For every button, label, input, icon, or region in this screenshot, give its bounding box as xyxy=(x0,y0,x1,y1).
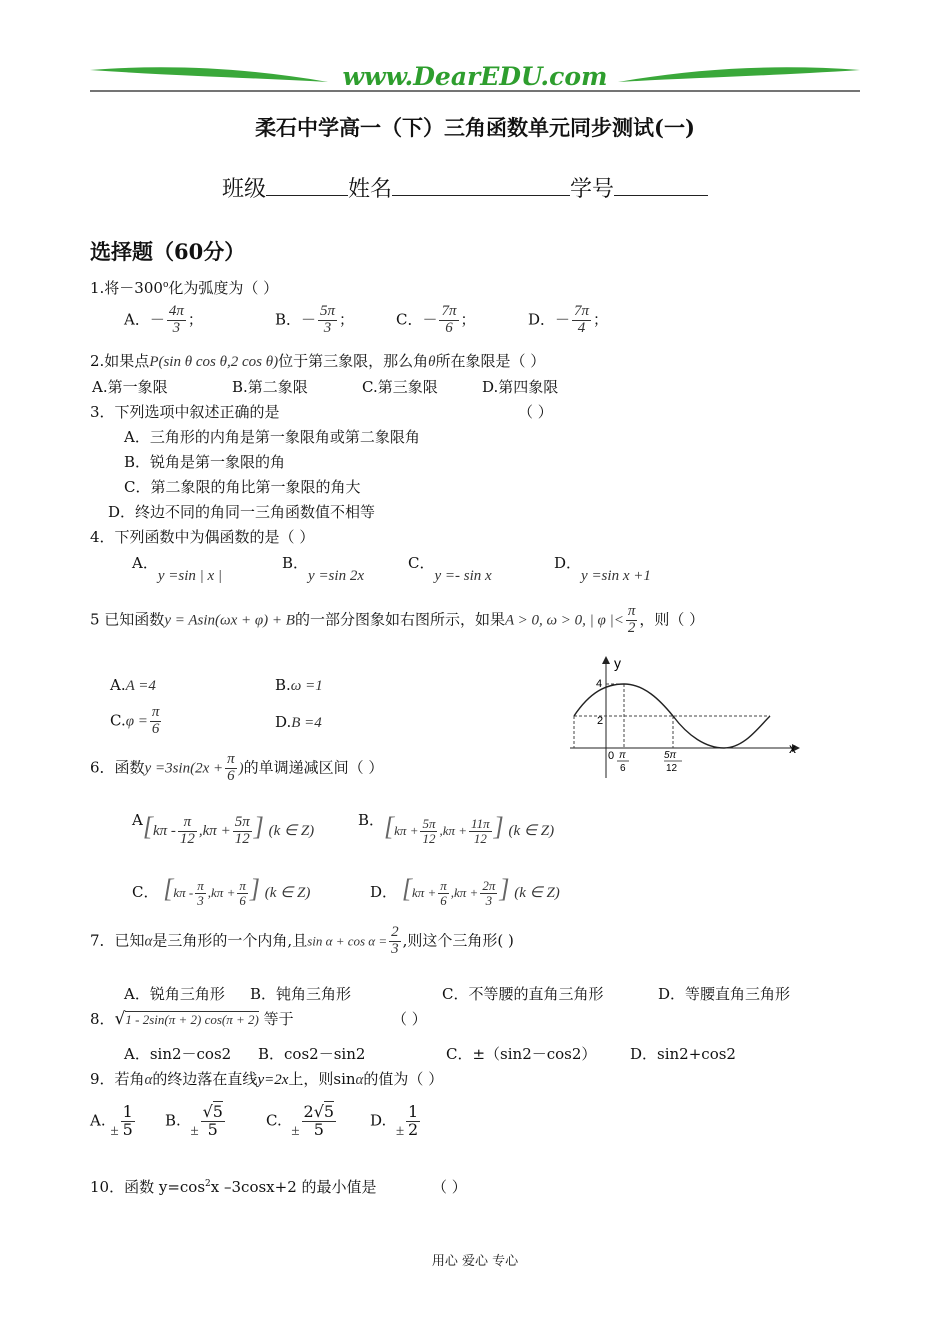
q7-option-a[interactable]: A．锐角三角形 xyxy=(124,985,225,1003)
q1-option-b[interactable]: B．－ $\frac{5\pi}{3}$ ； xyxy=(275,303,355,336)
q3-option-c[interactable]: C．第二象限的角比第一象限的角大 xyxy=(124,478,361,496)
q8-option-b[interactable]: B．cos2－sin2 xyxy=(258,1045,366,1063)
y-tick-4: 4 xyxy=(596,678,603,690)
name-label: 姓名 xyxy=(348,177,393,202)
q6-option-c[interactable]: C． [kπ - $\frac{\pi}{3}$ ,kπ + $\frac{\pi}{6}$ ] (k ∈ Z) xyxy=(132,874,311,908)
q1-option-c[interactable]: C．－ $\frac{7\pi}{6}$ ； xyxy=(396,303,476,336)
q1-option-d[interactable]: D．－ $\frac{7\pi}{4}$ ； xyxy=(528,303,609,336)
class-label: 班级 xyxy=(222,177,267,202)
question-5-stem: 5 已知函数y = Asin(ωx + φ) + B的一部分图象如右图所示，如果A > 0, ω > 0, | φ |< $\frac{\pi}{2}$ ，则（ ） xyxy=(90,603,705,636)
student-info-row xyxy=(222,172,708,203)
q9-option-d[interactable]: D. ± $\frac{1}{2}$ xyxy=(370,1102,419,1140)
x-axis-label: x xyxy=(789,740,796,756)
q8-option-a[interactable]: A．sin2－cos2 xyxy=(124,1045,232,1063)
q9-option-a[interactable]: A. ± $\frac{1}{5}$ xyxy=(90,1102,133,1140)
q5-option-d[interactable]: D.B =4 xyxy=(275,713,322,731)
question-9-stem: 9．若角α的终边落在直线y=2x上，则sinα的值为（ ） xyxy=(90,1070,444,1088)
q2-option-d[interactable]: D.第四象限 xyxy=(482,378,559,396)
q6-option-d[interactable]: D． [kπ + $\frac{\pi}{6}$ ,kπ + $\frac{2\pi}{3}$ ] (k ∈ Z) xyxy=(370,874,560,908)
x-tick-5pi12-den: 12 xyxy=(666,763,678,774)
y-axis-label: y xyxy=(614,655,621,671)
origin-label: 0 xyxy=(608,750,615,762)
question-3-stem: 3．下列选项中叙述正确的是 xyxy=(90,403,280,421)
question-7-stem: 7．已知α是三角形的一个内角,且sin α + cos α = $\frac{2}{3}$ ,则这个三角形( ) xyxy=(90,924,514,957)
q8-option-d[interactable]: D．sin2+cos2 xyxy=(630,1045,736,1063)
q2-option-a[interactable]: A.第一象限 xyxy=(92,378,168,396)
y-tick-2: 2 xyxy=(597,715,604,727)
q7-option-b[interactable]: B．钝角三角形 xyxy=(250,985,352,1003)
q5-option-a[interactable]: A.A =4 xyxy=(110,676,156,694)
name-blank[interactable] xyxy=(392,175,570,196)
logo-text[interactable]: www.DearEDU.com xyxy=(342,62,608,91)
q5-option-c[interactable]: C.φ = $\frac{\pi}{6}$ xyxy=(110,704,160,737)
q7-option-c[interactable]: C．不等腰的直角三角形 xyxy=(442,985,604,1003)
question-10-stem: 10．函数 $y=\cos^2x$ –3cosx+2 的最小值是 xyxy=(90,1178,377,1196)
page-title: 柔石中学高一（下）三角函数单元同步测试(一) xyxy=(255,115,695,140)
radical-sign: √ xyxy=(114,1009,126,1029)
q3-option-d[interactable]: D．终边不同的角同一三角函数值不相等 xyxy=(108,503,376,521)
page-footer: 用心 爱心 专心 xyxy=(431,1254,519,1269)
y-axis-arrow xyxy=(602,656,610,664)
id-blank[interactable] xyxy=(614,175,708,196)
x-tick-5pi12-num: 5π xyxy=(664,750,677,761)
q4-option-b[interactable]: B．y =sin 2x xyxy=(282,554,364,584)
section-title: 选择题（60分） xyxy=(90,239,246,264)
q5-option-b[interactable]: B.ω =1 xyxy=(275,676,323,694)
q4-option-c[interactable]: C．y =- sin x xyxy=(408,554,492,584)
q4-option-a[interactable]: A．y =sin | x | xyxy=(132,554,223,584)
question-2-stem: 2.如果点P(sin θ cos θ,2 cos θ)位于第三象限，那么角θ所在象限是（ ） xyxy=(90,352,546,370)
q3-option-a[interactable]: A．三角形的内角是第一象限角或第二象限角 xyxy=(124,428,420,446)
q4-option-d[interactable]: D．y =sin x +1 xyxy=(554,554,651,584)
q9-option-b[interactable]: B. ± $\frac{√5}{5}$ xyxy=(165,1102,223,1140)
q6-option-b[interactable]: B．[kπ + $\frac{5\pi}{12}$ ,kπ + $\frac{11\pi}{12}$ ] (k ∈ Z) xyxy=(358,811,555,846)
q6-option-a[interactable]: A[kπ - $\frac{\pi}{12}$ ,kπ + $\frac{5\pi}{12}$ ] (k ∈ Z) xyxy=(132,811,315,847)
question-8-stem: 8．√1 - 2sin(π + 2) cos(π + 2) 等于 xyxy=(90,1009,294,1029)
q7-option-d[interactable]: D．等腰直角三角形 xyxy=(658,985,791,1003)
q2-option-c[interactable]: C.第三象限 xyxy=(362,378,438,396)
q8-option-c[interactable]: C．±（sin2－cos2） xyxy=(446,1045,597,1063)
degree-mark: o xyxy=(162,280,169,290)
q8-answer-paren[interactable]: （ ） xyxy=(392,1010,427,1028)
x-tick-pi6-num: π xyxy=(619,750,626,761)
q9-option-c[interactable]: C. ± $\frac{2√5}{5}$ xyxy=(266,1102,335,1140)
x-tick-pi6-den: 6 xyxy=(620,763,626,774)
q1-option-a[interactable]: A．－ $\frac{4\pi}{3}$ ； xyxy=(124,303,203,336)
id-label: 学号 xyxy=(570,177,615,202)
q3-answer-paren[interactable]: （ ） xyxy=(518,403,553,421)
question-6-stem: 6．函数y =3sin(2x + $\frac{\pi}{6}$ )的单调递减区间（ ） xyxy=(90,751,384,784)
question-4-stem: 4．下列函数中为偶函数的是（ ） xyxy=(90,528,315,546)
left-swoosh xyxy=(90,67,328,82)
q3-option-b[interactable]: B．锐角是第一象限的角 xyxy=(124,453,286,471)
sine-graph xyxy=(560,652,810,782)
q2-option-b[interactable]: B.第二象限 xyxy=(232,378,308,396)
question-1-stem: 1.将$-300^o$化为弧度为（ ） xyxy=(90,279,279,297)
q10-answer-paren[interactable]: （ ） xyxy=(432,1178,467,1196)
class-blank[interactable] xyxy=(266,175,348,196)
right-swoosh xyxy=(618,67,860,82)
